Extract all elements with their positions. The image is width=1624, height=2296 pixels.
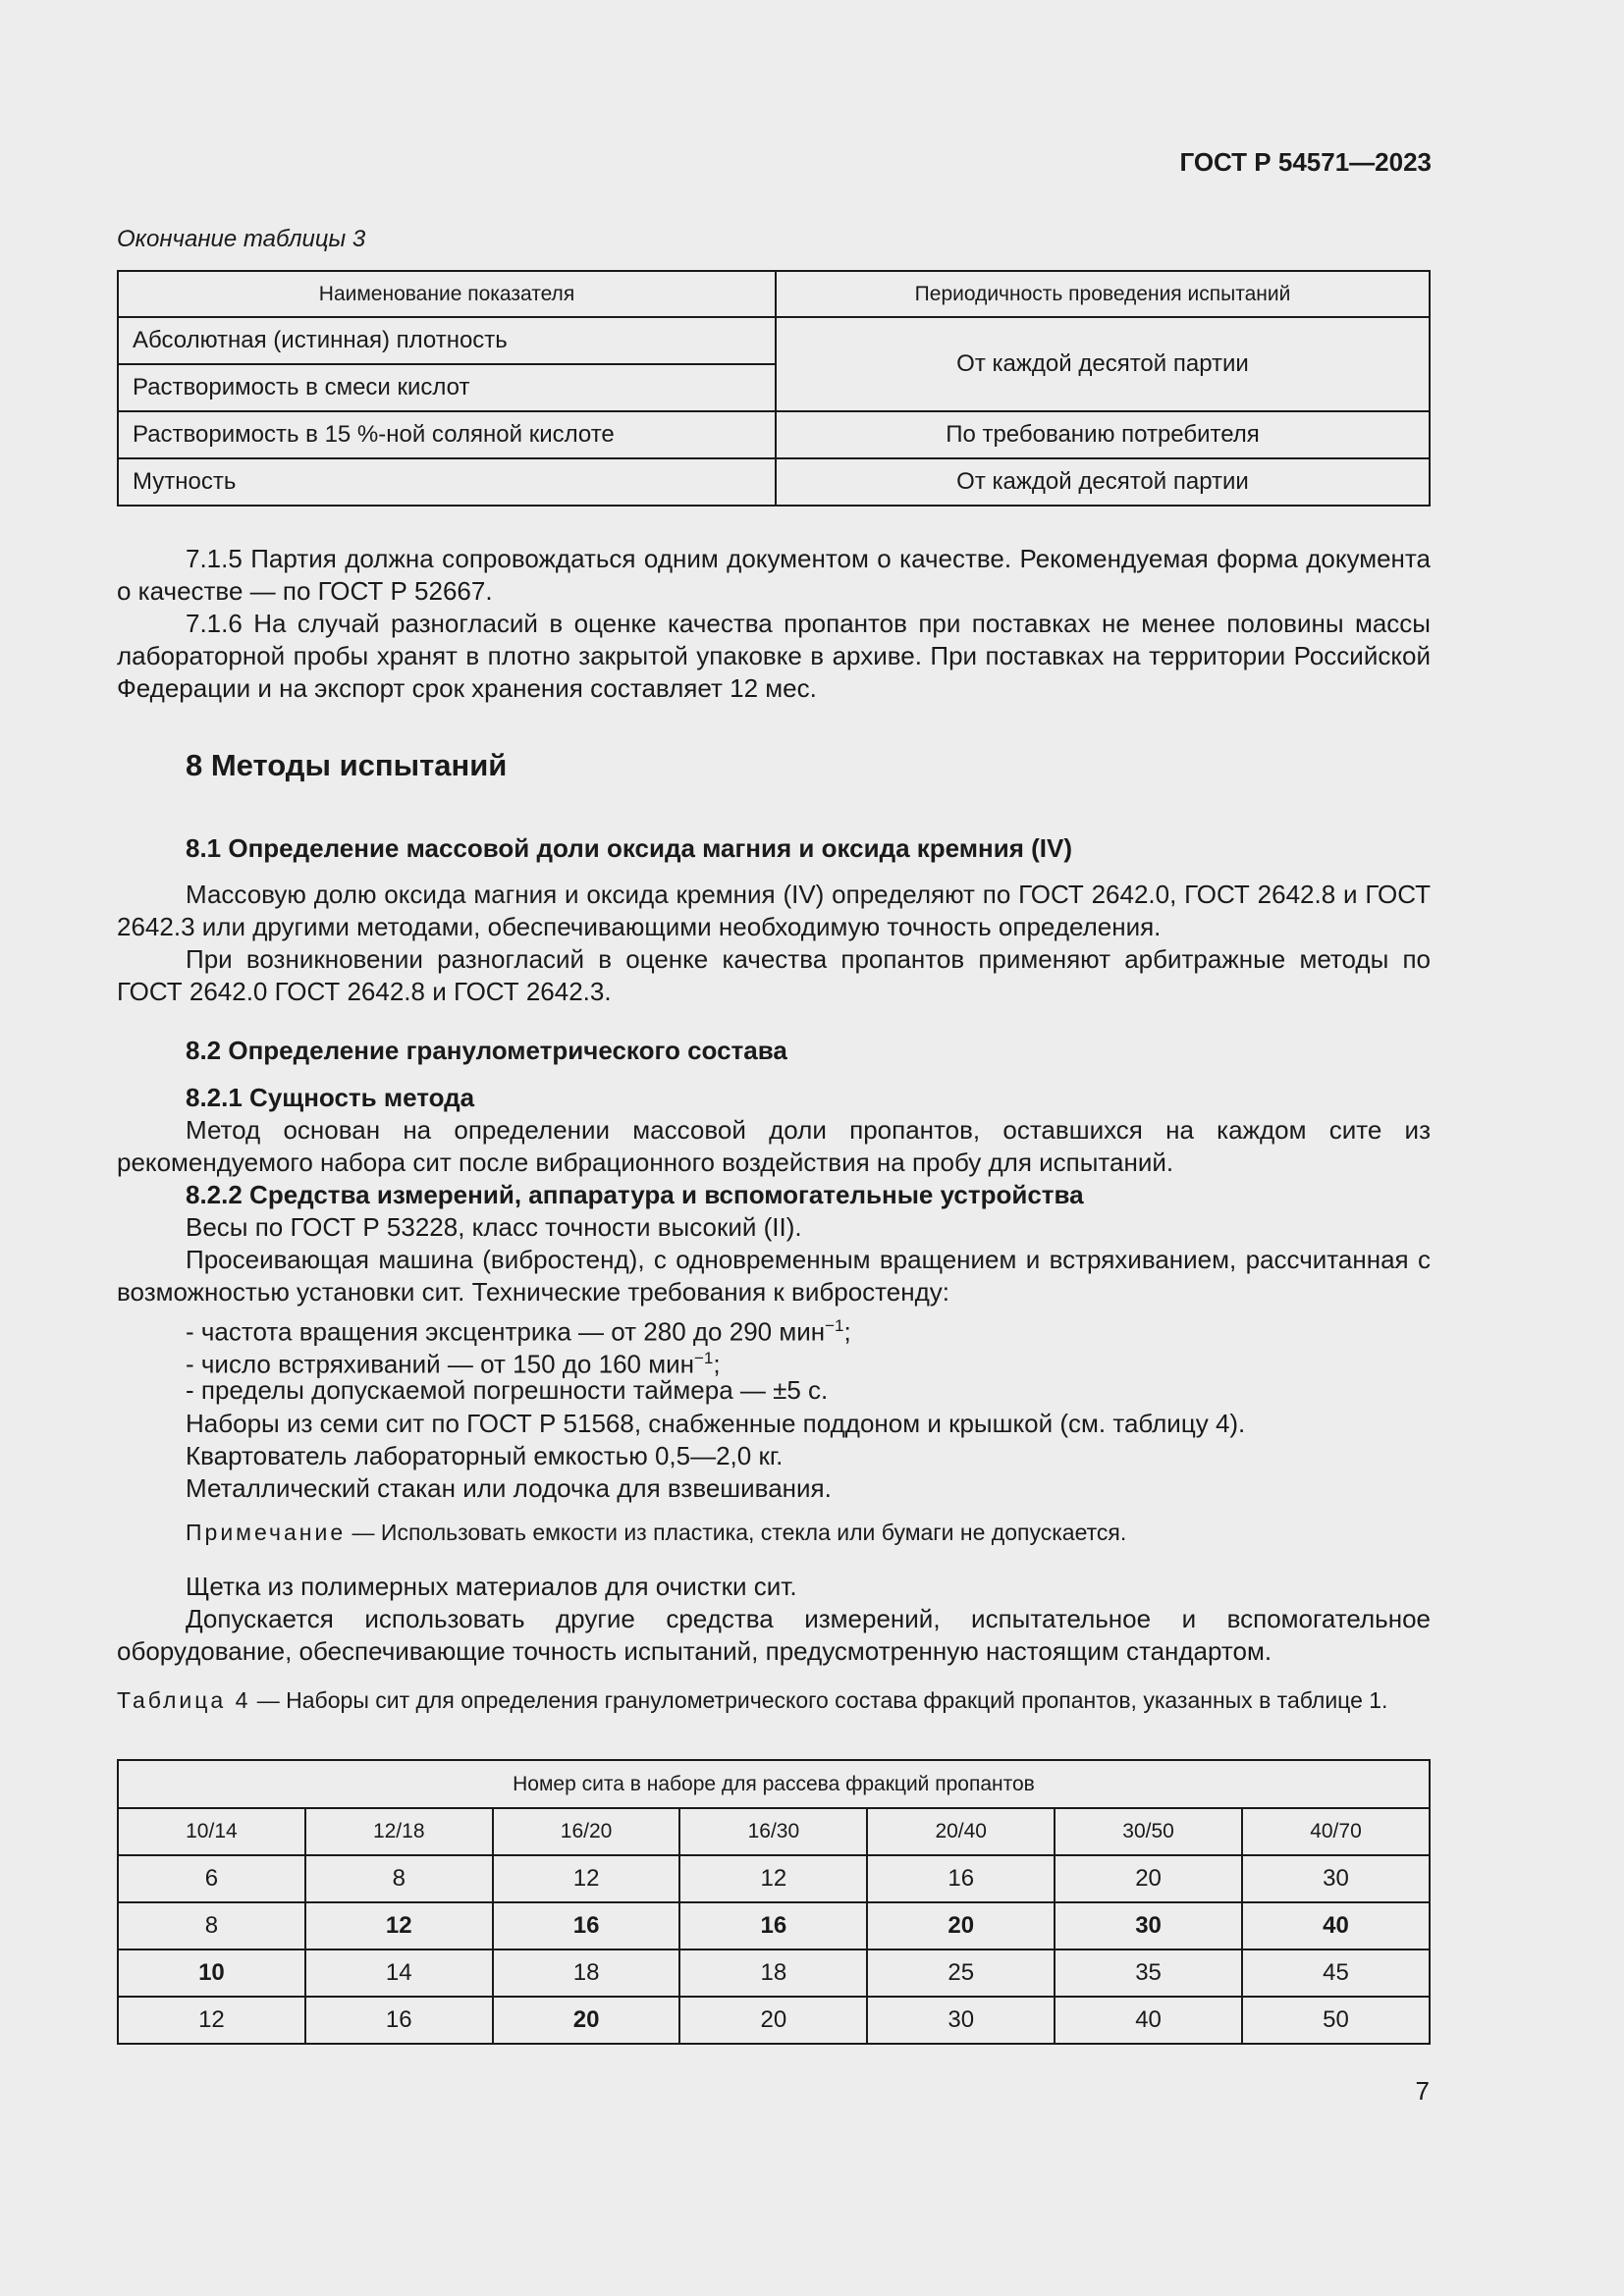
- table-cell-bold: 16: [493, 1902, 680, 1949]
- table-cell-bold: 10: [118, 1949, 305, 1997]
- table-cell-bold: 16: [679, 1902, 867, 1949]
- table-cell: 6: [118, 1855, 305, 1902]
- table4-col-header: 40/70: [1242, 1808, 1430, 1855]
- section-8-2-2-title: 8.2.2 Средства измерений, аппаратура и вспомогательные устройства: [186, 1180, 1084, 1209]
- section-8-2-1-body: [117, 1114, 1431, 1179]
- table3-col1-header: Наименование показателя: [118, 271, 776, 317]
- table-cell: 8: [118, 1902, 305, 1949]
- table4-header-row: [118, 1808, 1430, 1855]
- table4-caption: [117, 1685, 1431, 1715]
- table4-caption-label: Таблица 4: [117, 1687, 251, 1713]
- table-cell: 35: [1055, 1949, 1242, 1997]
- table-cell: 14: [305, 1949, 493, 1997]
- other-equipment-text: Допускается использовать другие средства измерений, испытательное и вспомогательное оборудование, обеспечивающие точность испытаний, предусмотренную настоящим стандартом.: [117, 1604, 1431, 1666]
- table-cell: 16: [305, 1997, 493, 2044]
- table-row: [118, 458, 1430, 506]
- table-row: [118, 411, 1430, 458]
- table4: [117, 1759, 1431, 2045]
- table3-cell-name: Растворимость в смеси кислот: [118, 364, 776, 411]
- table-cell-bold: 20: [493, 1997, 680, 2044]
- superscript: −1: [693, 1349, 714, 1367]
- quarter-line: Квартователь лабораторный емкостью 0,5—2,0 кг.: [186, 1441, 784, 1470]
- table3-cell-period: От каждой десятой партии: [776, 458, 1430, 506]
- table-cell: 30: [1242, 1855, 1430, 1902]
- section-8-2-1-title: 8.2.1 Сущность метода: [186, 1083, 475, 1112]
- sieves-line: Наборы из семи сит по ГОСТ Р 51568, снабженные поддоном и крышкой (см. таблицу 4).: [186, 1409, 1246, 1438]
- table4-col-header: 30/50: [1055, 1808, 1242, 1855]
- table-cell: 40: [1055, 1997, 1242, 2044]
- table4-title-row: [118, 1760, 1430, 1808]
- brush-line: Щетка из полимерных материалов для очистки сит.: [186, 1572, 797, 1601]
- cup-line: Металлический стакан или лодочка для взвешивания.: [186, 1473, 832, 1503]
- table-cell: 20: [679, 1997, 867, 2044]
- semicolon: ;: [713, 1349, 721, 1379]
- table4-title: Номер сита в наборе для рассева фракций пропантов: [118, 1760, 1430, 1808]
- table3-cell-name: Абсолютная (истинная) плотность: [118, 317, 776, 364]
- table-cell-bold: 40: [1242, 1902, 1430, 1949]
- table-cell: 25: [867, 1949, 1055, 1997]
- section-8-1-body: [117, 879, 1431, 1008]
- paragraph-7-1-5-6: [117, 543, 1431, 705]
- table-cell: 18: [679, 1949, 867, 1997]
- superscript: −1: [825, 1316, 844, 1335]
- table4-col-header: 20/40: [867, 1808, 1055, 1855]
- requirement-shakes-text: - число встряхиваний — от 150 до 160 мин: [186, 1349, 694, 1379]
- table3-caption: Окончание таблицы 3: [117, 226, 366, 252]
- note: [186, 1520, 1126, 1546]
- table-cell: 18: [493, 1949, 680, 1997]
- table3-col2-header: Периодичность проведения испытаний: [776, 271, 1430, 317]
- requirement-timer: - пределы допускаемой погрешности таймера — ±5 с.: [186, 1375, 829, 1405]
- table-cell: 45: [1242, 1949, 1430, 1997]
- machine-text: Просеивающая машина (вибростенд), с одновременным вращением и встряхиванием, рассчитанная с возможностью установки сит. Технические требования к вибростенду:: [117, 1245, 1431, 1307]
- machine-para: [117, 1244, 1431, 1308]
- table-row: [118, 317, 1430, 364]
- table-cell: 20: [1055, 1855, 1242, 1902]
- table-row: [118, 1855, 1430, 1902]
- table3-cell-name: Растворимость в 15 %-ной соляной кислоте: [118, 411, 776, 458]
- table-row: [118, 1949, 1430, 1997]
- note-text: — Использовать емкости из пластика, стекла или бумаги не допускается.: [346, 1520, 1127, 1545]
- table-row: [118, 1997, 1430, 2044]
- table3-cell-period-merged: От каждой десятой партии: [776, 317, 1430, 411]
- table-cell-bold: 30: [1055, 1902, 1242, 1949]
- scales-line: Весы по ГОСТ Р 53228, класс точности высокий (II).: [186, 1212, 802, 1242]
- table3-cell-period: По требованию потребителя: [776, 411, 1430, 458]
- table4-col-header: 16/30: [679, 1808, 867, 1855]
- section-8-2-1-para: Метод основан на определении массовой доли пропантов, оставшихся на каждом сите из рекомендуемого набора сит после вибрационного воздействия на пробу для испытаний.: [117, 1115, 1431, 1177]
- table-cell: 8: [305, 1855, 493, 1902]
- table-cell: 50: [1242, 1997, 1430, 2044]
- table-header-row: [118, 271, 1430, 317]
- section-8-1-para2: При возникновении разногласий в оценке качества пропантов применяют арбитражные методы по ГОСТ 2642.0 ГОСТ 2642.8 и ГОСТ 2642.3.: [117, 944, 1431, 1006]
- table-cell: 12: [118, 1997, 305, 2044]
- table4-col-header: 12/18: [305, 1808, 493, 1855]
- table-cell: 12: [679, 1855, 867, 1902]
- table4-col-header: 16/20: [493, 1808, 680, 1855]
- table4-col-header: 10/14: [118, 1808, 305, 1855]
- other-equipment-para: [117, 1603, 1431, 1668]
- table4-caption-text: — Наборы сит для определения гранулометрического состава фракций пропантов, указанных в таблице 1.: [250, 1687, 1388, 1713]
- section-8-1-para1: Массовую долю оксида магния и оксида кремния (IV) определяют по ГОСТ 2642.0, ГОСТ 2642.8 и ГОСТ 2642.3 или другими методами, обеспечивающими необходимую точность определения.: [117, 880, 1431, 941]
- table-row: [118, 1902, 1430, 1949]
- table-cell-bold: 12: [305, 1902, 493, 1949]
- page-number: 7: [1415, 2076, 1430, 2106]
- section-8-1-title: 8.1 Определение массовой доли оксида магния и оксида кремния (IV): [186, 833, 1072, 863]
- paragraph-7-1-5: 7.1.5 Партия должна сопровождаться одним документом о качестве. Рекомендуемая форма документа о качестве — по ГОСТ Р 52667.: [117, 544, 1431, 606]
- table3: [117, 270, 1431, 507]
- table-cell: 16: [867, 1855, 1055, 1902]
- section-8-2-title: 8.2 Определение гранулометрического состава: [186, 1036, 787, 1065]
- document-id: ГОСТ Р 54571—2023: [1179, 147, 1432, 177]
- semicolon: ;: [843, 1316, 851, 1347]
- requirement-rotation-text: - частота вращения эксцентрика — от 280 до 290 мин: [186, 1316, 826, 1347]
- table-cell-bold: 20: [867, 1902, 1055, 1949]
- table3-cell-name: Мутность: [118, 458, 776, 506]
- table-cell: 30: [867, 1997, 1055, 2044]
- paragraph-7-1-6: 7.1.6 На случай разногласий в оценке качества пропантов при поставках не менее половины массы лабораторной пробы хранят в плотно закрытой упаковке в архиве. При поставках на территории Российской Федерации и на экспорт срок хранения составляет 12 мес.: [117, 609, 1431, 703]
- table-cell: 12: [493, 1855, 680, 1902]
- section-8-title: 8 Методы испытаний: [186, 748, 508, 782]
- note-label: Примечание: [186, 1520, 347, 1545]
